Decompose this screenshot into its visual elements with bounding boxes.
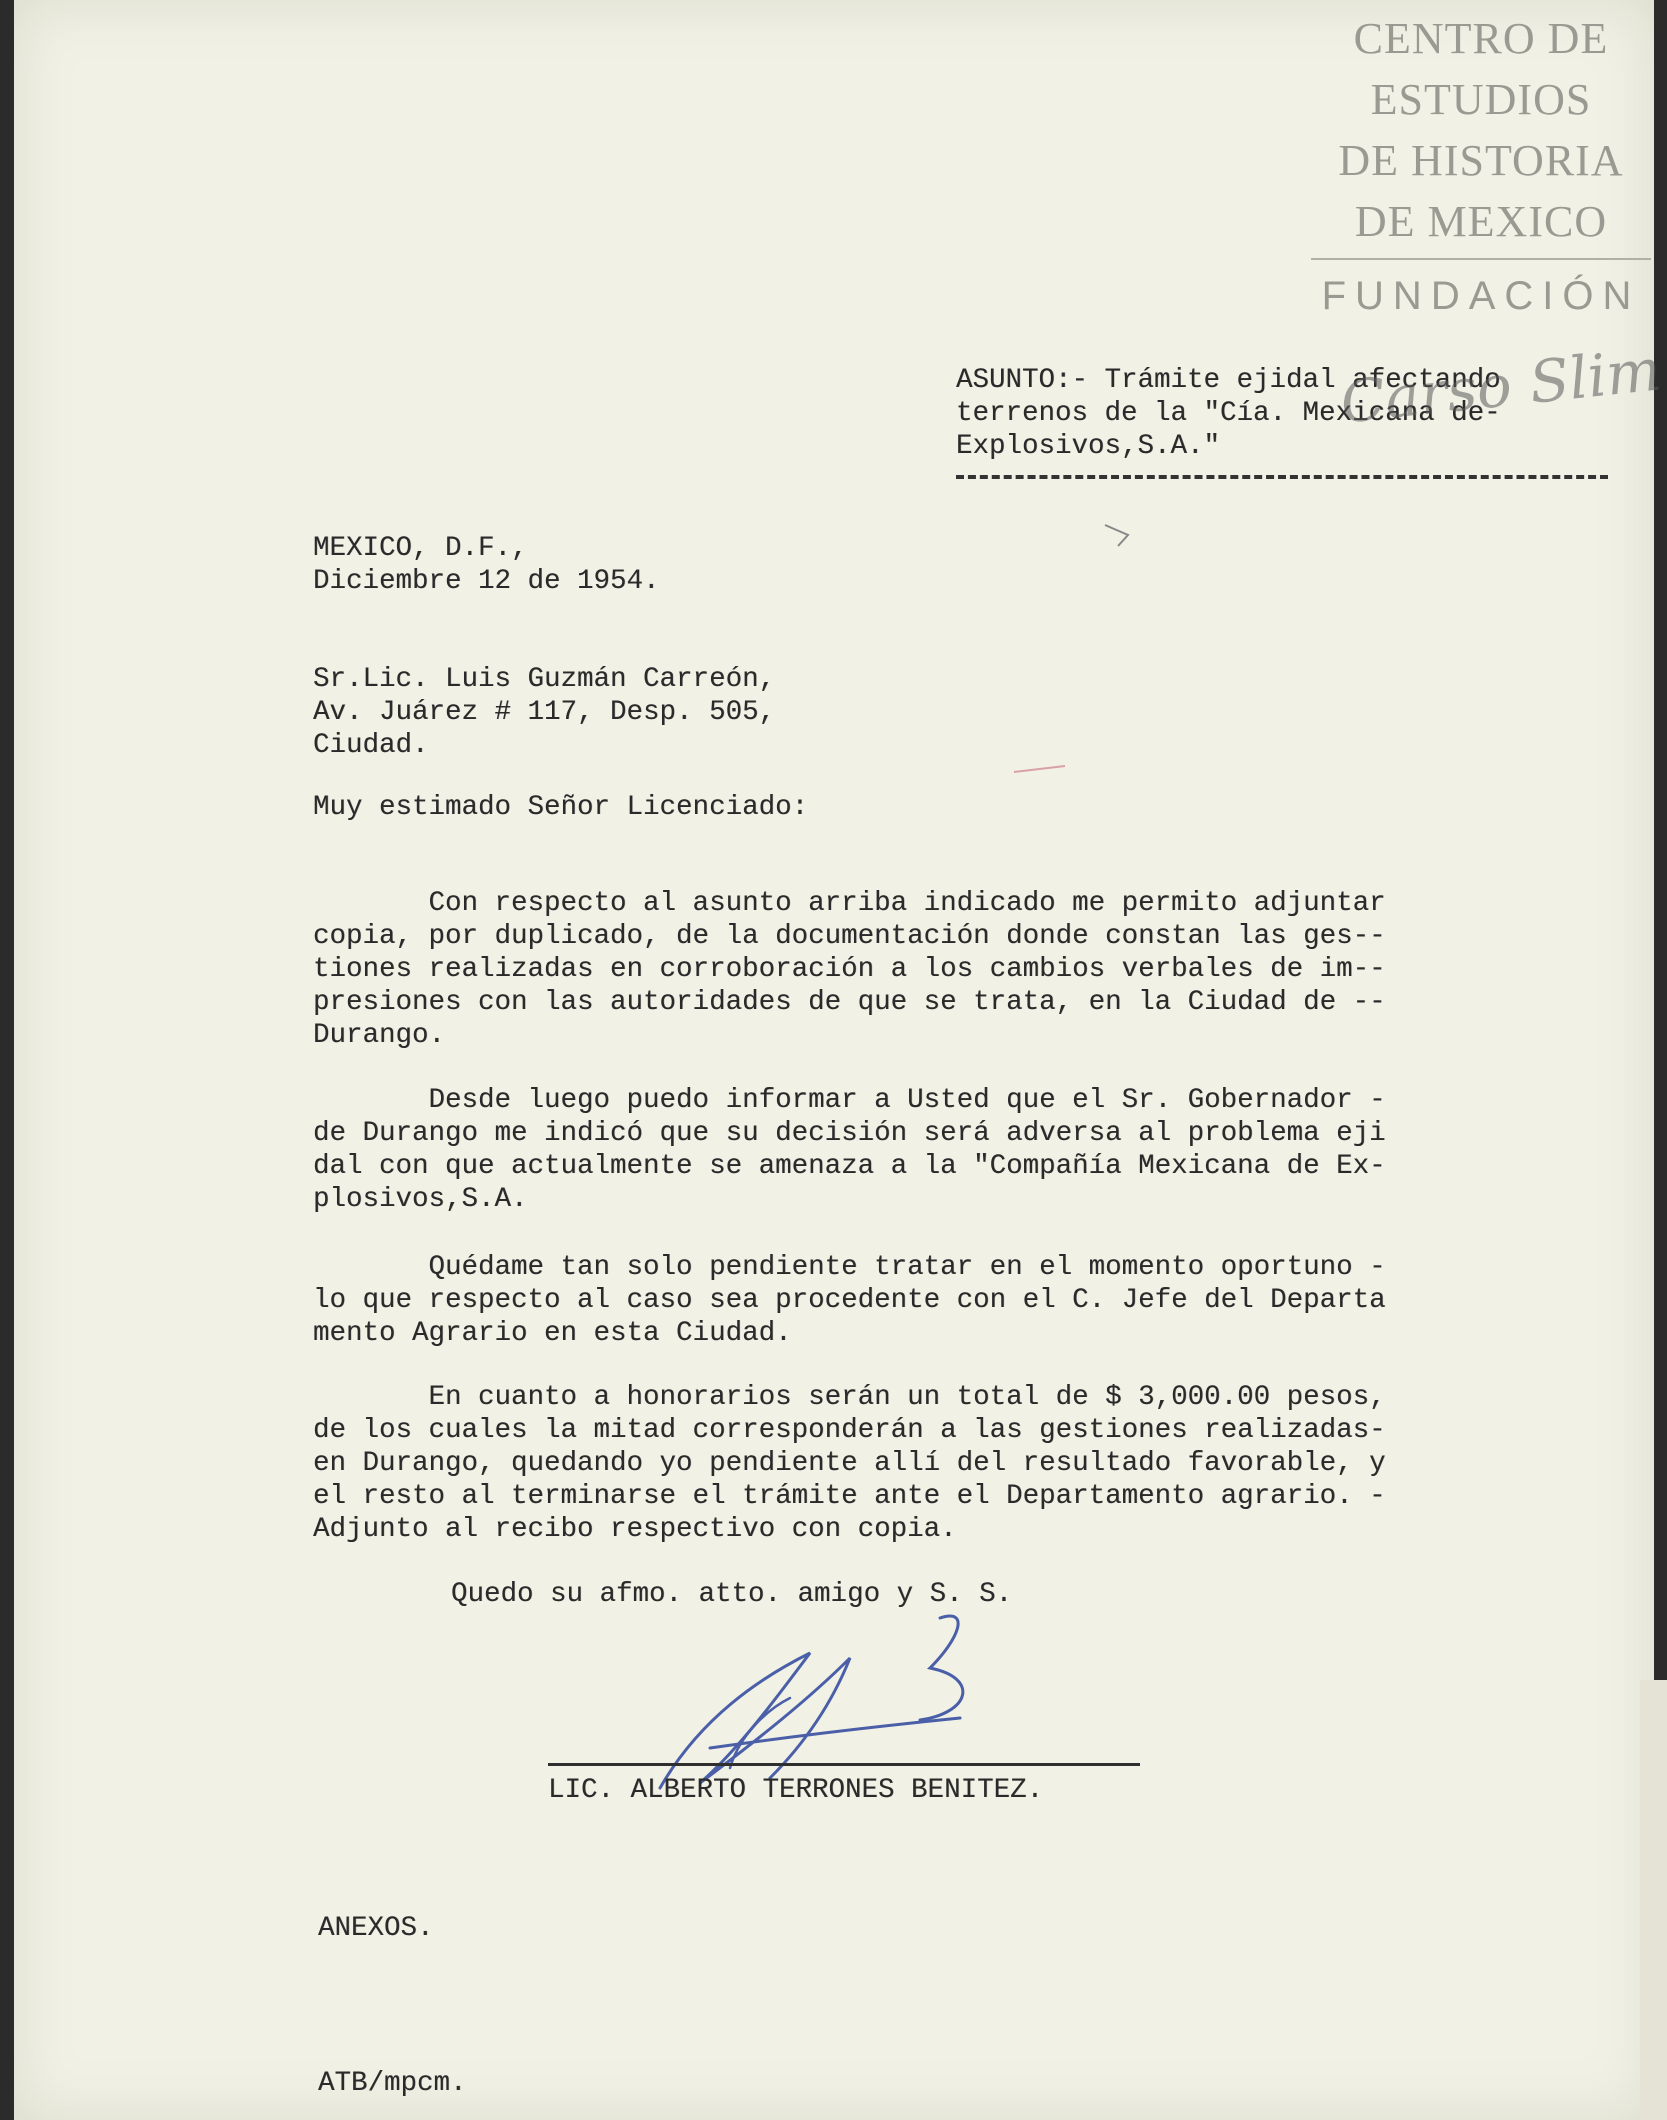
watermark-line-4: DE MEXICO [1354,197,1608,246]
archive-watermark [1311,8,1651,319]
body-paragraph: Desde luego puedo informar a Usted que el Sr. Gobernador - de Durango me indicó que su decisión será adversa al problema eji dal con que actualmente se amenaza a la "Compañía Mexicana de Ex- plosivos,S.A. [313,1085,1386,1215]
subject-block: ASUNTO:- Trámite ejidal afectando terrenos de la "Cía. Mexicana de- Explosivos,S.A." [956,365,1501,462]
signer-name: LIC. ALBERTO TERRONES BENITEZ. [548,1775,1044,1806]
subject-underline [956,475,1608,483]
watermark-line-3: DE HISTORIA [1338,136,1624,185]
watermark-line-2: ESTUDIOS [1370,75,1592,124]
salutation: Muy estimado Señor Licenciado: [313,792,809,823]
handwritten-annotation: Carso Slim [1337,335,1665,437]
signature-line [548,1763,1140,1766]
watermark-line-1: CENTRO DE [1353,14,1609,63]
typist-initials: ATB/mpcm. [318,2068,467,2099]
closing-line: Quedo su afmo. atto. amigo y S. S. [451,1579,1013,1610]
paper-edge [1640,1680,1667,2120]
body-paragraph: En cuanto a honorarios serán un total de $ 3,000.00 pesos, de los cuales la mitad corresponderán a las gestiones realizadas- en Durango, quedando yo pendiente allí del resultado favorable, y el resto al terminarse el trámite ante el Departamento agrario. - Adjunto al recibo respectivo con copia. [313,1382,1386,1545]
place-date: MEXICO, D.F., Diciembre 12 de 1954. [313,533,660,597]
pencil-mark [1100,520,1140,550]
addressee-block: Sr.Lic. Luis Guzmán Carreón, Av. Juárez # 117, Desp. 505, Ciudad. [313,664,776,761]
body-paragraph: Con respecto al asunto arriba indicado me permito adjuntar copia, por duplicado, de la documentación donde constan las ges-- tiones realizadas en corroboración a los cambios verbales de im-- presiones con las autoridades de que se trata, en la Ciudad de -- Durango. [313,888,1386,1051]
body-paragraph: Quédame tan solo pendiente tratar en el momento oportuno - lo que respecto al caso sea procedente con el C. Jefe del Departa mento Agrario en esta Ciudad. [313,1252,1386,1349]
annex-note: ANEXOS. [318,1913,434,1944]
handwritten-signature [640,1598,1000,1798]
red-pencil-mark [1010,760,1070,780]
watermark-foundation: FUNDACIÓN [1321,274,1641,318]
watermark-divider [1311,258,1651,260]
